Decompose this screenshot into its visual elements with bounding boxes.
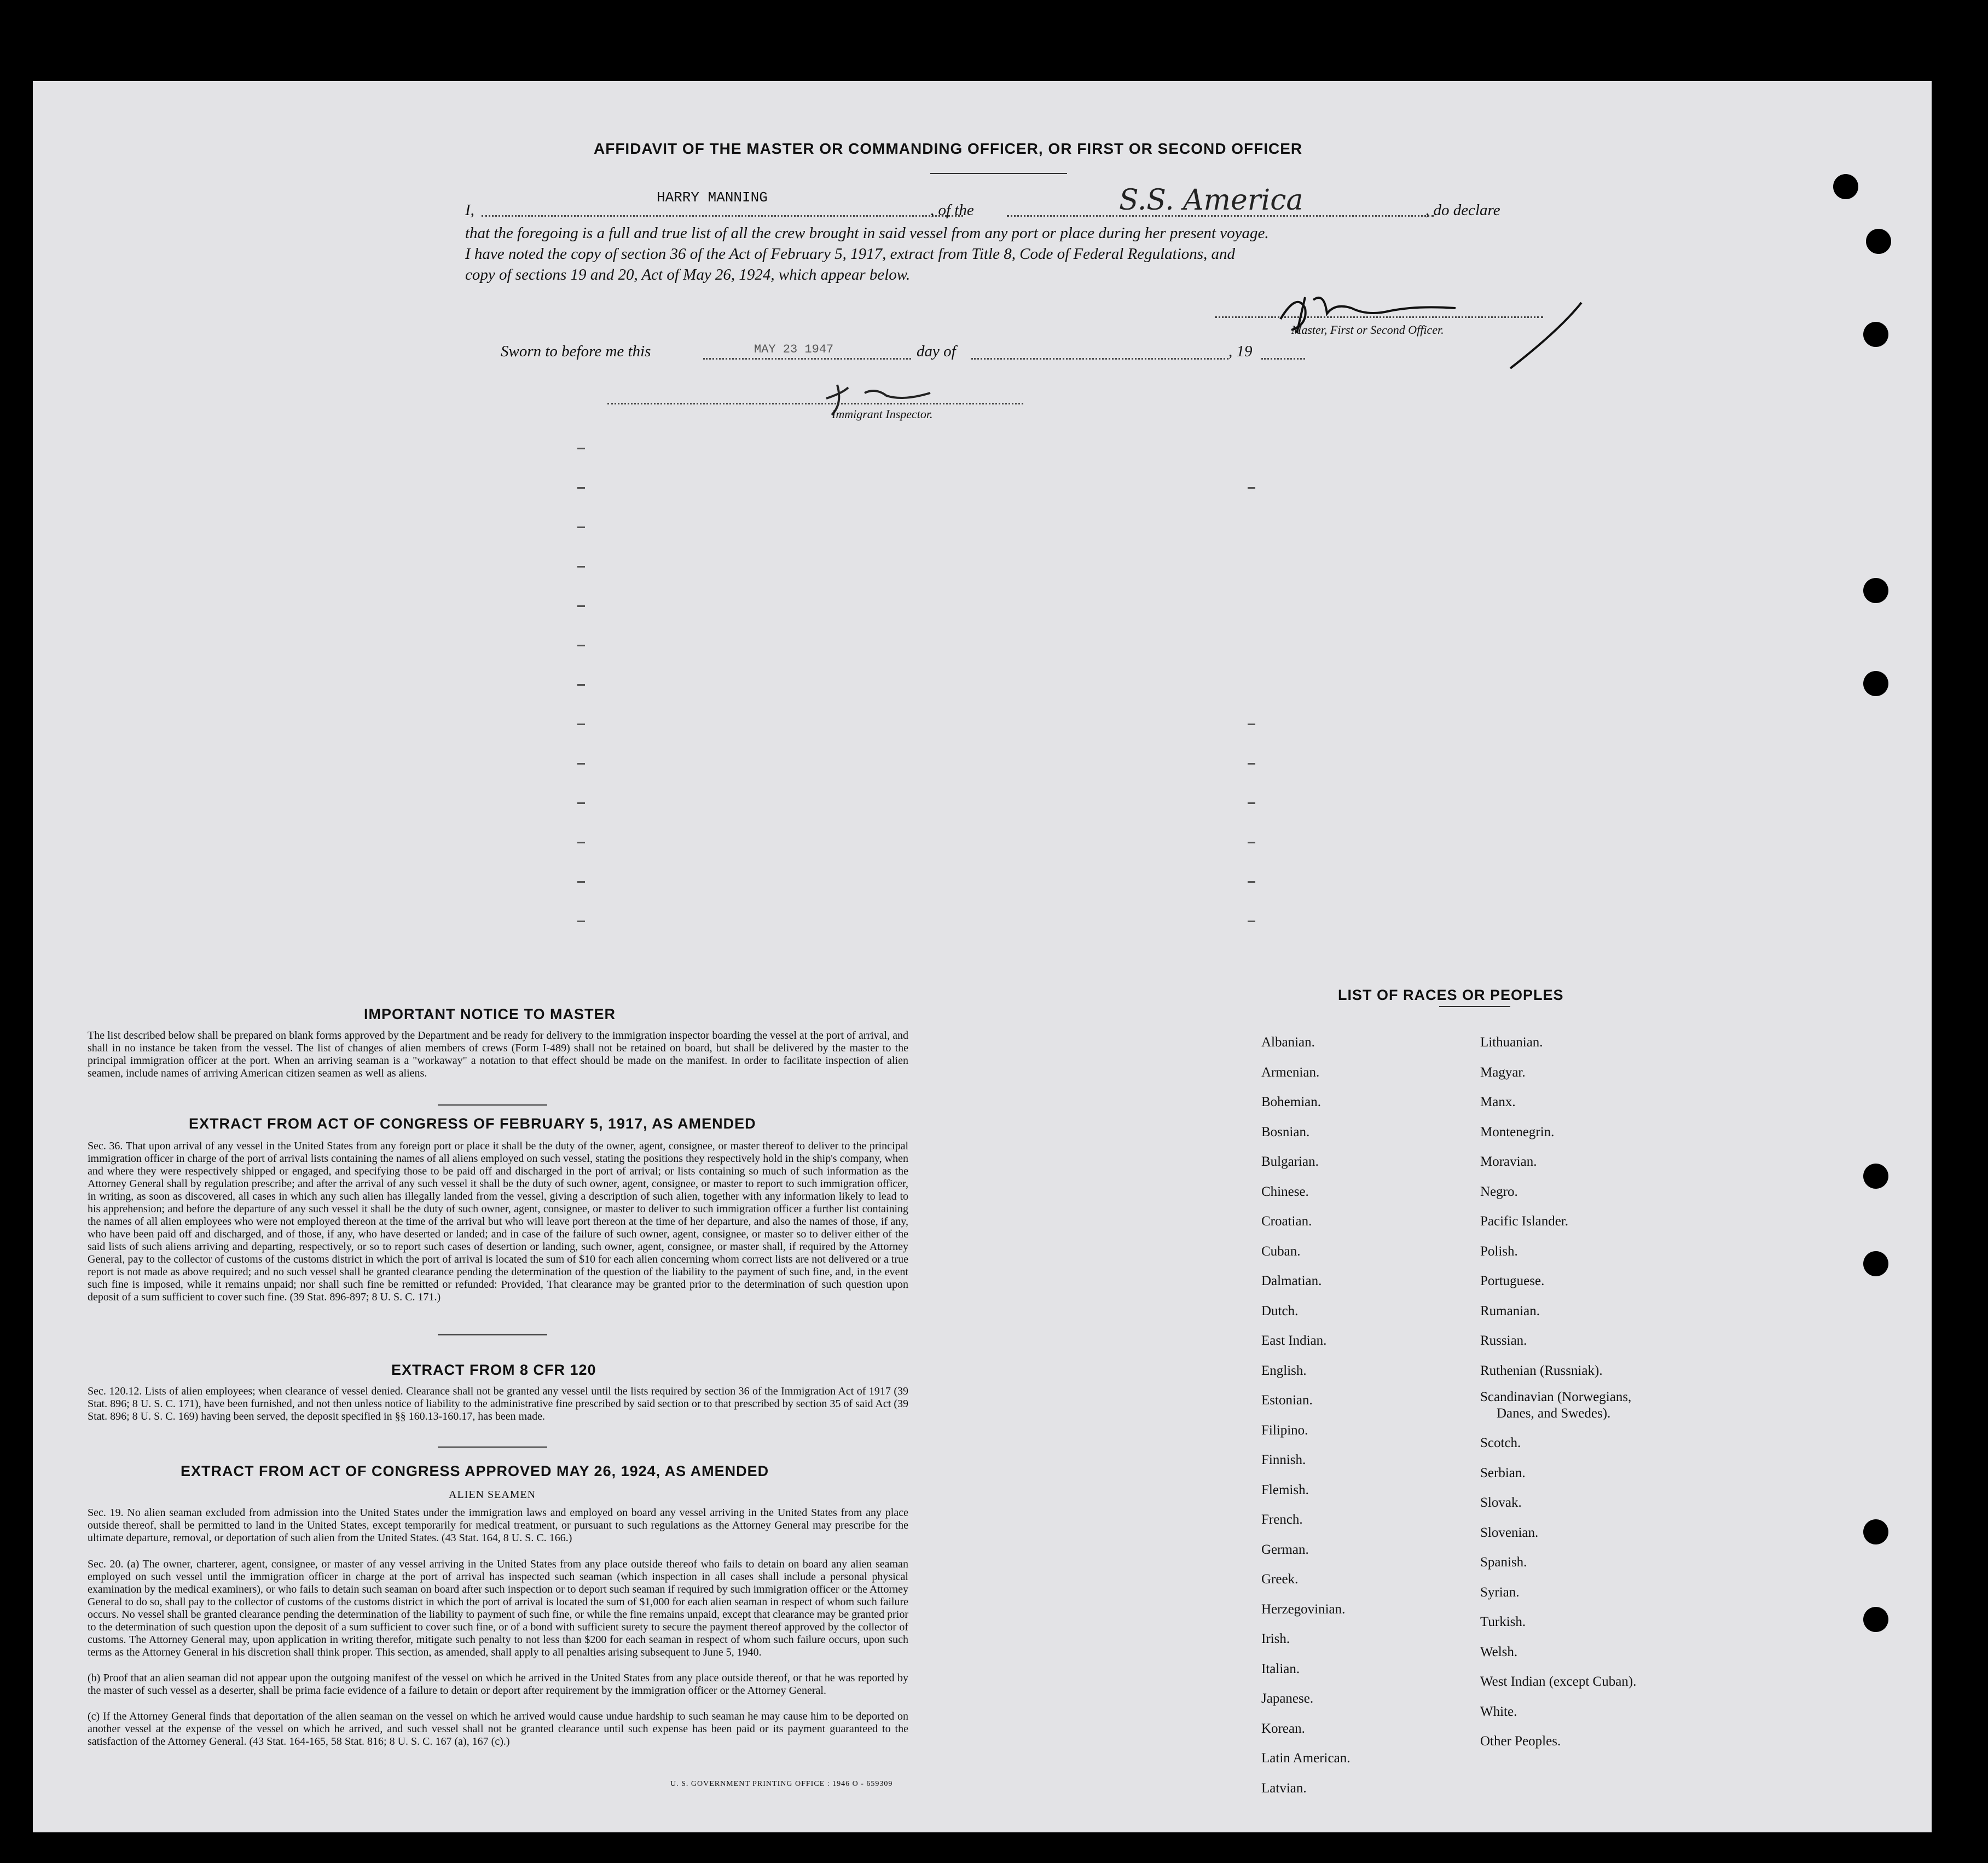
- bleed-through-marks: [33, 431, 1932, 1088]
- race-item: Bosnian.: [1261, 1124, 1310, 1139]
- race-item: Chinese.: [1261, 1184, 1309, 1199]
- master-name: HARRY MANNING: [657, 189, 768, 206]
- punch-hole: [1863, 1607, 1888, 1632]
- extract-cfr-text: Sec. 120.12. Lists of alien employees; when clearance of vessel denied. Clearance shall not be granted any vessel until the lists required by section 36 of the Immigration Act of 1917 (39 Stat. 896; 8 U. S. C. 171), have been furnished, and not then unless notice of liability to the administrative fine prescribed by said section or to that prescribed by section 35 of said Act (39 Stat. 896; 8 U. S. C. 169) having been served, the deposit specified in §§ 160.13-160.17, has been made.: [88, 1385, 908, 1422]
- race-item: Spanish.: [1480, 1555, 1527, 1570]
- race-item: Turkish.: [1480, 1615, 1526, 1629]
- extract-1917-text: Sec. 36. That upon arrival of any vessel in the United States from any foreign port or place it shall be the duty of the owner, agent, consignee, or master thereof to deliver to the principal immigration officer in charge of the port of arrival lists containing the names of all aliens employed on such vessel, stating the positions they respectively hold in the ship's company, when and where they were respectively shipped or engaged, and specifying those to be paid off and discharged in the port of arrival; or lists containing so much of such information as the Attorney General shall by regulation prescribe; and after the arrival of any such vessel it shall be the duty of such owner, agent, consignee, or master to report to such immigration officer, in writing, as soon as discovered, all cases in which any such alien has illegally landed from the vessel, giving a description of such alien, together with any information likely to lead to his apprehension; and before the departure of any such vessel it shall be the duty of such owner, agent, consignee, or master to deliver to such immigration officer a further list containing the names of all alien employees who were not employed thereon at the time of the arrival but who will leave port thereon at the time of her departure, and also the names of those, if any, who have been paid off and discharged, and of those, if any, who have deserted or landed; and in case of the failure of such owner, agent, consignee, or master so to deliver either of the said lists of such aliens arriving and departing, respectively, or so to report such cases of desertion or landing, such owner, agent, consignee, or master shall, if required by the Attorney General, pay to the collector of customs of the customs district in which the port of arrival is located the sum of $10 for each alien concerning whom correct lists are not delivered or a true report is not made as above required; and no such vessel shall be granted clearance pending the determination of the question of the liability to the payment of such fine, and, in the event such fine is imposed, while it remains unpaid; nor shall such fine be remitted or refunded: Provided, That clearance may be granted prior to the determination of such question upon deposit of a sum sufficient to cover such fine. (39 Stat. 896-897; 8 U. S. C. 171.): [88, 1140, 908, 1303]
- race-item: Latvian.: [1261, 1780, 1307, 1796]
- year-prefix: , 19: [1228, 343, 1253, 360]
- punch-hole: [1833, 174, 1858, 199]
- notice-title: IMPORTANT NOTICE TO MASTER: [364, 1006, 616, 1022]
- affidavit-line-2: that the foregoing is a full and true list of all the crew brought in said vessel from any port or place during her present voyage.: [465, 224, 1269, 242]
- race-item: West Indian (except Cuban).: [1480, 1674, 1637, 1689]
- race-item: Russian.: [1480, 1333, 1527, 1348]
- do-declare-label: , do declare: [1425, 201, 1500, 219]
- race-item: Estonian.: [1261, 1393, 1313, 1408]
- document-sheet: [33, 81, 1932, 1832]
- race-item: Scandinavian (Norwegians,: [1480, 1390, 1632, 1404]
- race-item: Magyar.: [1480, 1064, 1526, 1080]
- race-item: Albanian.: [1261, 1035, 1315, 1050]
- race-item: Danes, and Swedes).: [1497, 1406, 1611, 1421]
- punch-hole: [1866, 229, 1891, 254]
- extract-1917-title: EXTRACT FROM ACT OF CONGRESS OF FEBRUARY 5, 1917, AS AMENDED: [189, 1115, 756, 1132]
- races-left-column: [1261, 1028, 1350, 1803]
- race-item: Japanese.: [1261, 1691, 1314, 1706]
- punch-hole: [1863, 578, 1888, 603]
- punch-hole: [1863, 671, 1888, 696]
- signature-caption: Master, First or Second Officer.: [1291, 323, 1444, 337]
- divider: [438, 1334, 547, 1335]
- year-line: [1261, 358, 1305, 360]
- punch-hole: [1863, 322, 1888, 347]
- race-item: Portuguese.: [1480, 1274, 1545, 1288]
- month-line: [971, 358, 1228, 360]
- day-of-label: day of: [917, 343, 956, 360]
- extract-1924-subtitle: ALIEN SEAMEN: [449, 1489, 536, 1501]
- divider: [438, 1447, 547, 1448]
- race-item: Cuban.: [1261, 1243, 1301, 1259]
- race-item: Irish.: [1261, 1631, 1290, 1646]
- race-item: Armenian.: [1261, 1064, 1320, 1080]
- race-item: Lithuanian.: [1480, 1035, 1543, 1050]
- name-line: [482, 215, 963, 217]
- race-item: Scotch.: [1480, 1436, 1521, 1450]
- race-item: Ruthenian (Russniak).: [1480, 1363, 1603, 1378]
- sworn-date-line: [703, 358, 911, 360]
- notice-text: The list described below shall be prepared on blank forms approved by the Department and be ready for delivery to the immigration inspector boarding the vessel at the port of arrival, and shall in no instance be taken from the vessel. The list of changes of alien members of crews (Form I-489) shall not be retained on board, but shall be delivered by the master to the principal immigration officer at the port. When an arriving seaman is a "workaway" a notation to that effect should be made on the manifest. In order to facilitate inspection of alien seamen, include names of arriving American citizen seamen as well as aliens.: [88, 1029, 908, 1079]
- punch-hole: [1863, 1251, 1888, 1276]
- divider: [930, 173, 1067, 174]
- inspector-caption: Immigrant Inspector.: [832, 407, 933, 421]
- race-item: Filipino.: [1261, 1422, 1308, 1438]
- race-item: Dalmatian.: [1261, 1274, 1322, 1288]
- race-item: Serbian.: [1480, 1465, 1526, 1480]
- race-item: Pacific Islander.: [1480, 1214, 1569, 1229]
- sec-20c-text: (c) If the Attorney General finds that deportation of the alien seaman on the vessel on which he arrived would cause undue hardship to such seaman he may cause him to be deported on another vessel at the expense of the vessel on which he arrived, and such vessel shall not be granted clearance until such expense has been paid or its payment guaranteed to the satisfaction of the Attorney General. (43 Stat. 164-165, 58 Stat. 816; 8 U. S. C. 167 (a), 167 (c).): [88, 1710, 908, 1748]
- extract-1924-title: EXTRACT FROM ACT OF CONGRESS APPROVED MAY 26, 1924, AS AMENDED: [181, 1463, 769, 1479]
- punch-hole: [1863, 1519, 1888, 1544]
- affidavit-heading: AFFIDAVIT OF THE MASTER OR COMMANDING OFFICER, OR FIRST OR SECOND OFFICER: [594, 140, 1303, 157]
- race-item: Flemish.: [1261, 1482, 1309, 1497]
- race-item: English.: [1261, 1363, 1307, 1378]
- punch-hole: [1863, 1164, 1888, 1189]
- sec-20b-text: (b) Proof that an alien seaman did not appear upon the outgoing manifest of the vessel on which he arrived in the United States from any place outside thereof, or that he was reported by the master of such vessel as a deserter, shall be prima facie evidence of a failure to detain or deport after requirement by the immigration officer or the Attorney General.: [88, 1672, 908, 1697]
- race-item: Latin American.: [1261, 1751, 1351, 1766]
- affidavit-line-3: I have noted the copy of section 36 of the Act of February 5, 1917, extract from Title 8, Code of Federal Regulations, and: [465, 245, 1236, 263]
- races-title: LIST OF RACES OR PEOPLES: [1338, 987, 1564, 1003]
- race-item: White.: [1480, 1704, 1517, 1719]
- extract-cfr-title: EXTRACT FROM 8 CFR 120: [391, 1362, 596, 1378]
- race-item: Bulgarian.: [1261, 1154, 1319, 1169]
- race-item: Italian.: [1261, 1661, 1300, 1676]
- race-item: Slovenian.: [1480, 1525, 1539, 1540]
- race-item: Slovak.: [1480, 1495, 1522, 1510]
- sec-19-text: Sec. 19. No alien seaman excluded from admission into the United States under the immigration laws and employed on board any vessel arriving in the United States from any place outside thereof, shall be permitted to land in the United States, except temporarily for medical treatment, or pursuant to such regulations as the Attorney General may prescribe for the ultimate departure, removal, or deportation of such alien from the United States. (43 Stat. 164, 8 U. S. C. 166.): [88, 1507, 908, 1544]
- race-item: Rumanian.: [1480, 1303, 1540, 1318]
- race-item: Montenegrin.: [1480, 1124, 1555, 1139]
- race-item: Other Peoples.: [1480, 1734, 1561, 1749]
- divider: [1439, 1006, 1510, 1007]
- race-item: Herzegovinian.: [1261, 1601, 1346, 1617]
- race-item: German.: [1261, 1542, 1309, 1557]
- affidavit-i: I,: [465, 201, 474, 219]
- race-item: East Indian.: [1261, 1333, 1327, 1348]
- race-item: Finnish.: [1261, 1453, 1306, 1467]
- race-item: Manx.: [1480, 1095, 1516, 1109]
- printing-office-imprint: U. S. GOVERNMENT PRINTING OFFICE : 1946 O - 659309: [670, 1780, 893, 1788]
- races-right-column: [1480, 1028, 1636, 1757]
- race-item: Moravian.: [1480, 1154, 1537, 1169]
- race-item: Welsh.: [1480, 1644, 1518, 1659]
- race-item: Greek.: [1261, 1572, 1299, 1587]
- affidavit-line-4: copy of sections 19 and 20, Act of May 26, 1924, which appear below.: [465, 266, 911, 284]
- vessel-name: S.S. America: [1119, 184, 1303, 217]
- race-item: Syrian.: [1480, 1584, 1520, 1600]
- race-item: Croatian.: [1261, 1214, 1312, 1229]
- race-item: Polish.: [1480, 1243, 1518, 1259]
- sworn-label: Sworn to before me this: [501, 343, 651, 360]
- race-item: Negro.: [1480, 1184, 1518, 1199]
- of-the-label: , of the: [930, 201, 974, 219]
- race-item: Korean.: [1261, 1721, 1305, 1736]
- race-item: Dutch.: [1261, 1303, 1299, 1318]
- divider: [438, 1104, 547, 1106]
- inspector-line: [607, 403, 1023, 404]
- race-item: French.: [1261, 1512, 1303, 1527]
- sworn-date-stamp: MAY 23 1947: [754, 343, 834, 356]
- sec-20a-text: Sec. 20. (a) The owner, charterer, agent, consignee, or master of any vessel arriving in the United States from any place outside thereof who fails to detain on board any alien seaman employed on such vessel until the immigration officer in charge at the port of arrival has inspected such seaman (which inspection in all cases shall include a personal physical examination by the medical examiners), or who fails to detain such seaman on board after such inspection or to deport such seaman if required by such immigration officer or the Attorney General to do so, shall pay to the collector of customs of the customs district in which the port of arrival is located the sum of $1,000 for each alien seaman in respect of whom such failure occurs. No vessel shall be granted clearance pending the determination of the liability to payment of such fine, or while the fine remains unpaid, except that clearance may be granted prior to the determination of such question upon the deposit of a sum sufficient to cover such fine, or of a bond with sufficient surety to secure the payment thereof approved by the collector of customs. The Attorney General may, upon application in writing therefor, mitigate such penalty to not less than $200 for each seaman in respect of whom such failure occurs, upon such terms as the Attorney General in his discretion shall think proper. This section, as amended, shall apply to all penalties arising subsequent to June 5, 1940.: [88, 1558, 908, 1658]
- race-item: Bohemian.: [1261, 1095, 1322, 1109]
